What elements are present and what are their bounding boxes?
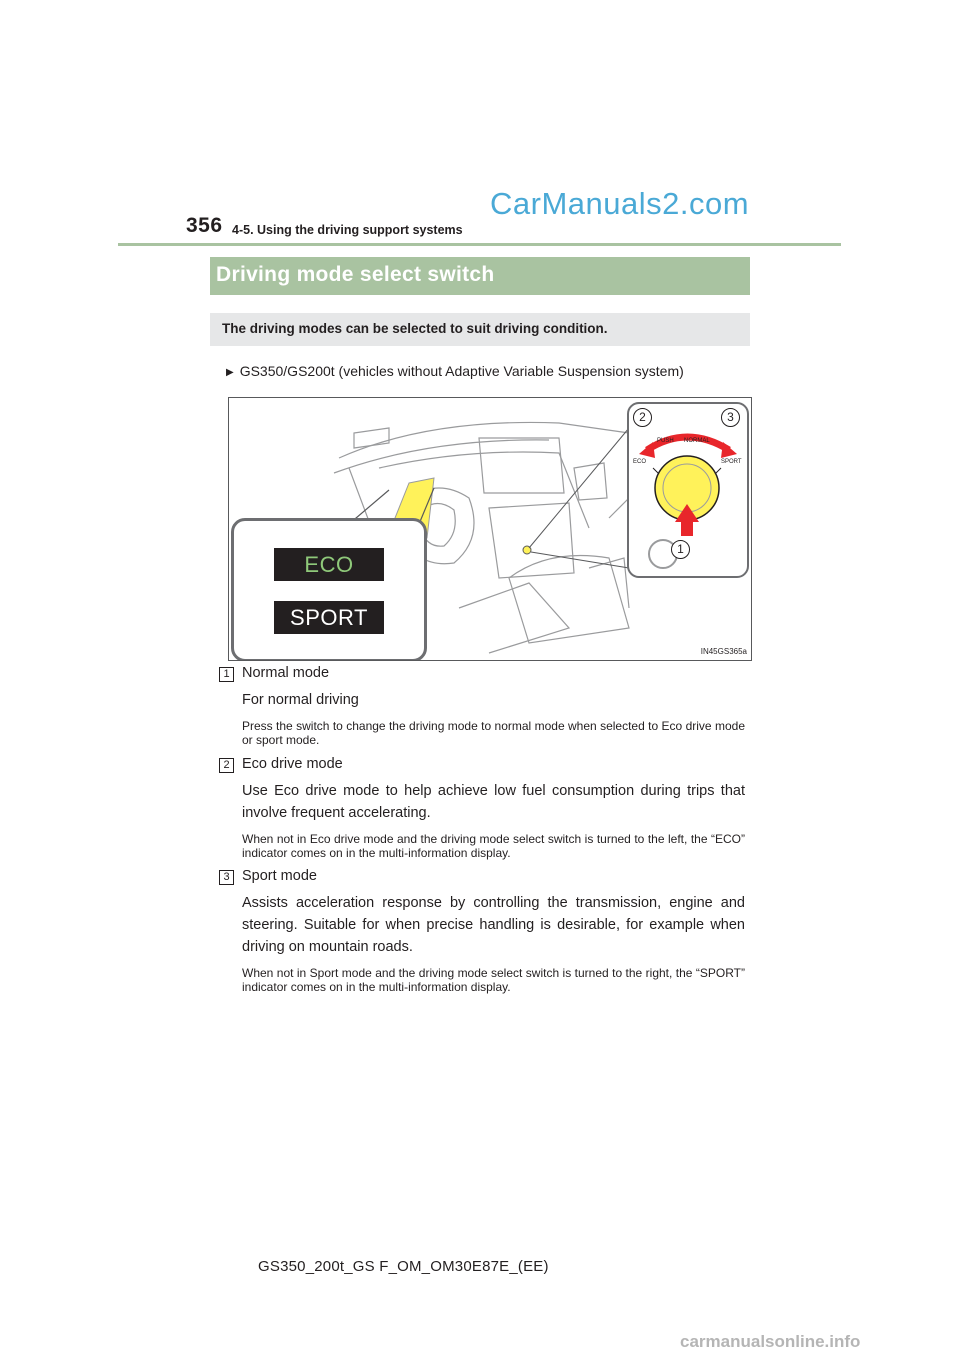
variant-heading (226, 363, 684, 379)
indicator-inset (231, 518, 427, 661)
switch-zoom-inset (627, 402, 749, 578)
item-note: When not in Sport mode and the driving mode select switch is turned to the right, the “SPORT” indicator comes on in the multi-information display. (242, 966, 745, 994)
section-title: Driving mode select switch (216, 263, 495, 286)
intro-box (210, 313, 750, 346)
switch-label-push: PUSH (657, 438, 674, 444)
header-rule (118, 243, 841, 246)
figure-code: IN45GS365a (700, 647, 747, 656)
page-number: 356 (186, 214, 223, 237)
item-badge: 2 (219, 758, 234, 773)
callout-2: 2 (633, 408, 652, 427)
switch-label-sport: SPORT (721, 459, 742, 465)
triangle-bullet-icon: ▶ (226, 367, 234, 378)
section-label: 4-5. Using the driving support systems (232, 223, 463, 237)
eco-indicator: ECO (274, 548, 384, 581)
watermark-logo[interactable]: CarManuals2.com (490, 186, 750, 221)
item-name: Eco drive mode (242, 756, 343, 772)
item-name: Normal mode (242, 665, 330, 681)
item-badge: 1 (219, 667, 234, 682)
item-badge: 3 (219, 870, 234, 885)
variant-text: GS350/GS200t (vehicles without Adaptive Variable Suspension system) (239, 363, 684, 379)
item-note: Press the switch to change the driving mode to normal mode when selected to Eco drive mode or sport mode. (242, 719, 745, 747)
sport-indicator: SPORT (274, 601, 384, 634)
item-note: When not in Eco drive mode and the driving mode select switch is turned to the left, the “ECO” indicator comes on in the multi-information display. (242, 832, 745, 860)
switch-label-eco: ECO (633, 459, 647, 465)
item-lead: Assists acceleration response by controlling the transmission, engine and steering. Suitable for when precise handling is desirable, for example when driving on mountain roads. (242, 895, 745, 955)
item-name: Sport mode (242, 868, 317, 884)
footer-watermark[interactable]: carmanualsonline.info (680, 1332, 861, 1351)
page-footer: GS350_200t_GS F_OM_OM30E87E_(EE) (258, 1258, 549, 1275)
switch-label-normal: NORMAL (684, 438, 710, 444)
callout-1: 1 (671, 540, 690, 559)
section-title-bar (210, 257, 750, 295)
item-lead: For normal driving (242, 692, 359, 708)
figure-illustration (228, 397, 752, 661)
intro-text: The driving modes can be selected to suit driving condition. (222, 321, 608, 336)
callout-3: 3 (721, 408, 740, 427)
item-lead: Use Eco drive mode to help achieve low fuel consumption during trips that involve frequent accelerating. (242, 783, 745, 821)
